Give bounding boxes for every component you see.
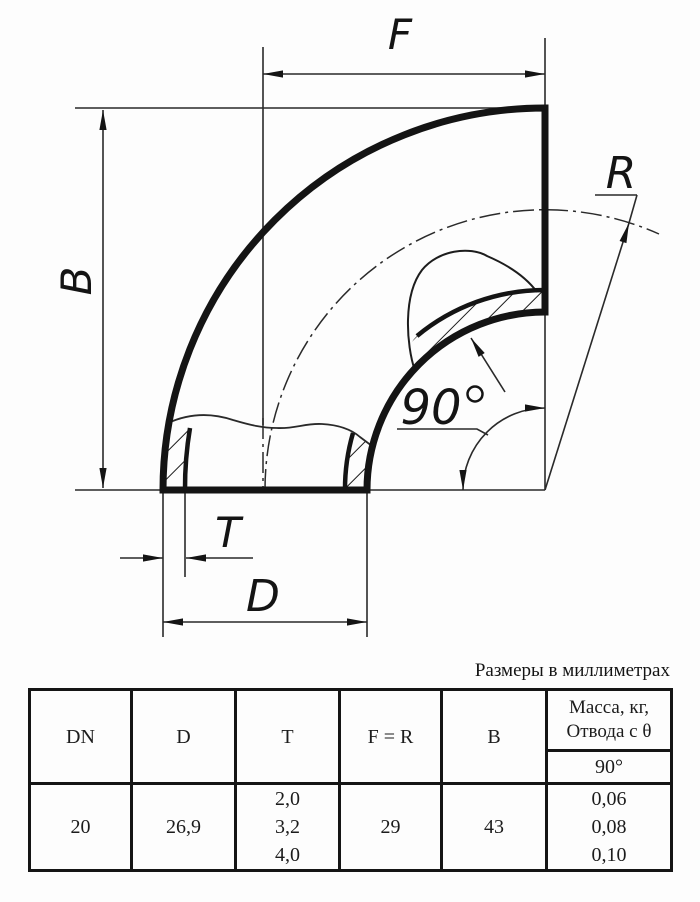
angle-arc bbox=[463, 408, 545, 490]
degree-symbol bbox=[468, 387, 483, 402]
intrados-leader-arrow bbox=[471, 338, 505, 392]
dimension-t-label: T bbox=[215, 508, 241, 557]
cell-t-value: 4,0 bbox=[275, 844, 300, 866]
mass-header-line1: Масса, кг, bbox=[569, 697, 649, 718]
data-row bbox=[30, 784, 672, 871]
cell-b: 43 bbox=[442, 784, 547, 871]
dimensions-table bbox=[28, 688, 673, 872]
cell-d: 26,9 bbox=[132, 784, 236, 871]
cell-mass bbox=[547, 784, 672, 871]
cell-fr: 29 bbox=[340, 784, 442, 871]
r-radius-tail bbox=[629, 195, 637, 223]
table-caption: Размеры в миллиметрах bbox=[474, 660, 670, 681]
dimension-r bbox=[545, 148, 637, 490]
dimension-b-label: B bbox=[52, 266, 101, 296]
cell-mass-value: 0,06 bbox=[591, 788, 627, 810]
dimension-b bbox=[52, 108, 543, 490]
col-subheader-90: 90° bbox=[547, 751, 672, 784]
mass-header-line2: Отвода с θ bbox=[566, 721, 652, 742]
r-radius-line bbox=[545, 223, 629, 490]
dimension-d bbox=[163, 493, 367, 637]
angle-label: 90 bbox=[400, 380, 462, 436]
dimension-t bbox=[120, 493, 253, 577]
cell-t bbox=[236, 784, 340, 871]
col-header-t: T bbox=[236, 690, 340, 784]
wavy-break-line bbox=[168, 415, 372, 446]
col-header-d: D bbox=[132, 690, 236, 784]
col-header-mass bbox=[547, 690, 672, 751]
centerline bbox=[263, 210, 659, 492]
col-header-dn: DN bbox=[30, 690, 132, 784]
bend-axis-arc bbox=[265, 210, 659, 490]
dimension-f-label: F bbox=[387, 10, 413, 59]
cell-mass-value: 0,10 bbox=[591, 844, 627, 866]
dimension-d-label: D bbox=[246, 571, 280, 622]
header-row bbox=[30, 690, 672, 751]
dimension-f bbox=[263, 10, 545, 425]
col-header-b: B bbox=[442, 690, 547, 784]
col-header-fr: F = R bbox=[340, 690, 442, 784]
dimension-r-label: R bbox=[605, 148, 637, 199]
cell-t-value: 2,0 bbox=[275, 788, 300, 810]
cell-dn: 20 bbox=[30, 784, 132, 871]
cell-t-value: 3,2 bbox=[275, 816, 300, 838]
cell-mass-value: 0,08 bbox=[591, 816, 627, 838]
